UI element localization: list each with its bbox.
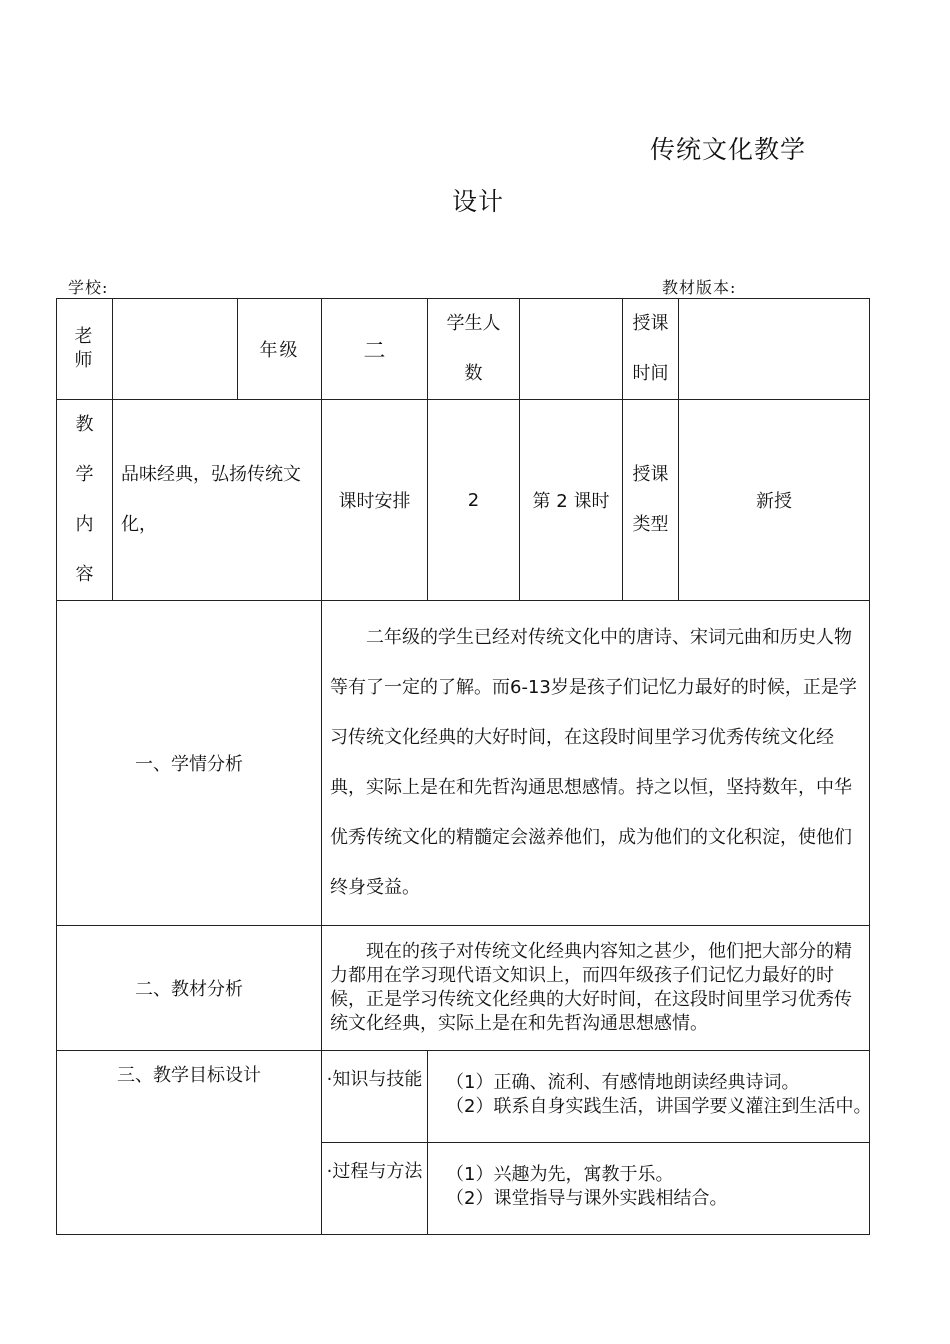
- schedule-value: 2: [428, 400, 520, 601]
- process-method-list: [428, 1143, 870, 1235]
- lesson-number: 第 2 课时: [520, 400, 623, 601]
- content-label-char: 教: [75, 414, 94, 435]
- grade-label: 年级: [238, 299, 322, 400]
- type-label-cell: [623, 400, 679, 601]
- document-title-line1: 传统文化教学: [650, 135, 807, 164]
- time-label-cell: [623, 299, 679, 400]
- list-item: （1）正确、流利、有感情地朗读经典诗词。: [446, 1072, 800, 1093]
- time-label-line: 时间: [632, 363, 669, 384]
- content-label-char: 内: [75, 514, 94, 535]
- content-label-char: 容: [75, 564, 94, 585]
- content-label-char: 学: [75, 464, 94, 485]
- info-row-1: [57, 299, 870, 400]
- material-analysis-text: 现在的孩子对传统文化经典内容知之甚少，他们把大部分的精力都用在学习现代语文知识上，而四年级孩子们记忆力最好的时候，正是学习传统文化经典的大好时间，在这段时间里学习优秀传统文化经典，实际上是在和先哲沟通思想感情。: [322, 926, 870, 1051]
- time-label-line: 授课: [632, 313, 669, 334]
- student-analysis-label: 一、学情分析: [57, 601, 322, 926]
- list-item: （2）课堂指导与课外实践相结合。: [446, 1188, 728, 1209]
- teacher-label-char: 老: [74, 326, 95, 347]
- students-value-cell[interactable]: [520, 299, 623, 400]
- student-analysis-row: [57, 601, 870, 926]
- process-method-label: ·过程与方法: [322, 1143, 428, 1235]
- goals-knowledge-row: [57, 1051, 870, 1143]
- lesson-plan-table: [56, 298, 870, 1235]
- time-value-cell[interactable]: [679, 299, 870, 400]
- type-label-line: 授课: [632, 464, 669, 485]
- type-label-line: 类型: [632, 514, 669, 535]
- goals-label: 三、教学目标设计: [57, 1051, 322, 1235]
- knowledge-skills-list: [428, 1051, 870, 1143]
- student-analysis-text: 二年级的学生已经对传统文化中的唐诗、宋词元曲和历史人物等有了一定的了解。而6-13岁是孩子们记忆力最好的时候，正是学习传统文化经典的大好时间，在这段时间里学习优秀传统文化经典，实际上是在和先哲沟通思想感情。持之以恒，坚持数年，中华优秀传统文化的精髓定会滋养他们，成为他们的文化积淀，使他们终身受益。: [322, 601, 870, 926]
- list-item: （2）联系自身实践生活，讲国学要义灌注到生活中。: [446, 1096, 872, 1117]
- school-label: 学校:: [68, 278, 109, 297]
- document-title-line2: 设计: [452, 187, 505, 216]
- teacher-label-char: 师: [74, 350, 95, 371]
- info-row-2: [57, 400, 870, 601]
- schedule-label: 课时安排: [322, 400, 428, 601]
- content-value: 品味经典，弘扬传统文化，: [113, 400, 322, 601]
- list-item: （1）兴趣为先，寓教于乐。: [446, 1164, 674, 1185]
- edition-label: 教材版本:: [662, 278, 737, 297]
- teacher-value-cell[interactable]: [113, 299, 238, 400]
- material-analysis-row: [57, 926, 870, 1051]
- content-label-cell: [57, 400, 113, 601]
- knowledge-skills-label: ·知识与技能: [322, 1051, 428, 1143]
- type-value: 新授: [679, 400, 870, 601]
- students-label-line: 数: [464, 363, 483, 384]
- material-analysis-label: 二、教材分析: [57, 926, 322, 1051]
- students-label-line: 学生人: [446, 313, 501, 334]
- teacher-label-cell: [57, 299, 113, 400]
- grade-value: 二: [322, 299, 428, 400]
- students-label-cell: [428, 299, 520, 400]
